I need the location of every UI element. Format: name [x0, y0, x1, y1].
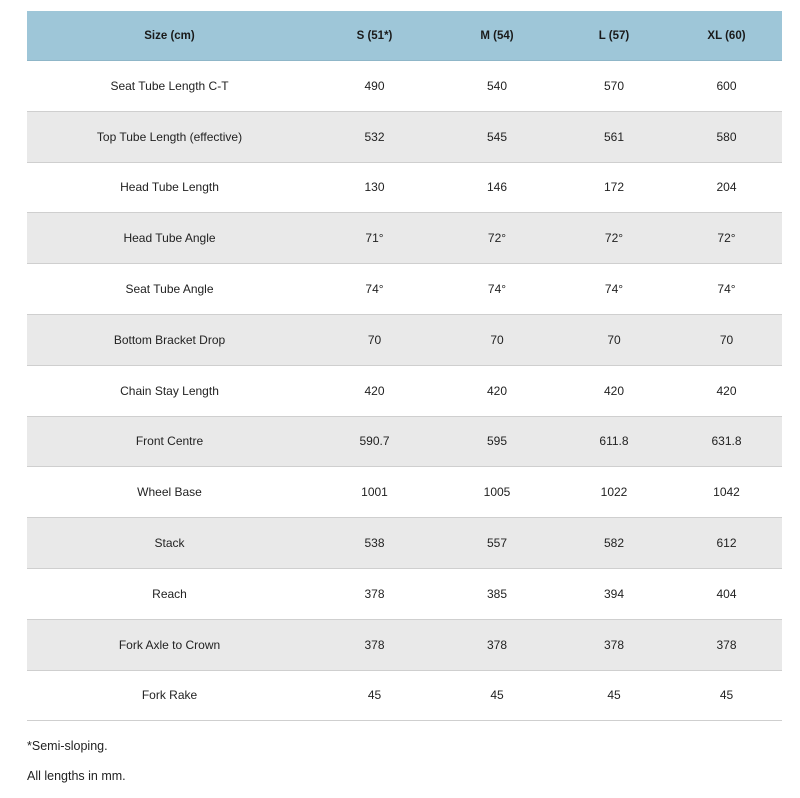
table-header-row — [27, 11, 782, 61]
value-size-s: 532 — [312, 111, 437, 162]
value-size-m: 557 — [437, 518, 557, 569]
value-size-l: 1022 — [557, 467, 671, 518]
measurement-label: Wheel Base — [27, 467, 312, 518]
value-size-xl: 1042 — [671, 467, 782, 518]
value-size-m: 545 — [437, 111, 557, 162]
footnote-units: All lengths in mm. — [27, 769, 126, 783]
measurement-label: Top Tube Length (effective) — [27, 111, 312, 162]
value-size-l: 70 — [557, 314, 671, 365]
value-size-s: 45 — [312, 670, 437, 721]
value-size-m: 385 — [437, 568, 557, 619]
header-size-m: M (54) — [437, 11, 557, 61]
value-size-s: 378 — [312, 619, 437, 670]
value-size-xl: 45 — [671, 670, 782, 721]
value-size-xl: 74° — [671, 264, 782, 315]
geometry-table-container — [27, 11, 782, 721]
header-size-l: L (57) — [557, 11, 671, 61]
value-size-xl: 580 — [671, 111, 782, 162]
measurement-label: Bottom Bracket Drop — [27, 314, 312, 365]
measurement-label: Seat Tube Angle — [27, 264, 312, 315]
value-size-l: 72° — [557, 213, 671, 264]
value-size-xl: 204 — [671, 162, 782, 213]
measurement-label: Stack — [27, 518, 312, 569]
value-size-l: 394 — [557, 568, 671, 619]
value-size-s: 130 — [312, 162, 437, 213]
value-size-m: 378 — [437, 619, 557, 670]
value-size-xl: 72° — [671, 213, 782, 264]
value-size-m: 72° — [437, 213, 557, 264]
value-size-s: 490 — [312, 61, 437, 112]
value-size-m: 1005 — [437, 467, 557, 518]
value-size-s: 420 — [312, 365, 437, 416]
value-size-l: 420 — [557, 365, 671, 416]
value-size-s: 590.7 — [312, 416, 437, 467]
measurement-label: Seat Tube Length C-T — [27, 61, 312, 112]
measurement-label: Fork Rake — [27, 670, 312, 721]
header-size-xl: XL (60) — [671, 11, 782, 61]
value-size-l: 582 — [557, 518, 671, 569]
value-size-l: 172 — [557, 162, 671, 213]
measurement-label: Head Tube Angle — [27, 213, 312, 264]
value-size-s: 1001 — [312, 467, 437, 518]
value-size-xl: 600 — [671, 61, 782, 112]
value-size-l: 611.8 — [557, 416, 671, 467]
value-size-s: 70 — [312, 314, 437, 365]
value-size-xl: 631.8 — [671, 416, 782, 467]
value-size-s: 538 — [312, 518, 437, 569]
value-size-m: 146 — [437, 162, 557, 213]
table-row — [27, 213, 782, 264]
table-row — [27, 568, 782, 619]
measurement-label: Chain Stay Length — [27, 365, 312, 416]
value-size-l: 74° — [557, 264, 671, 315]
value-size-xl: 612 — [671, 518, 782, 569]
table-row — [27, 467, 782, 518]
value-size-s: 74° — [312, 264, 437, 315]
table-row — [27, 518, 782, 569]
value-size-s: 378 — [312, 568, 437, 619]
table-row — [27, 314, 782, 365]
table-row — [27, 264, 782, 315]
value-size-l: 570 — [557, 61, 671, 112]
table-row — [27, 416, 782, 467]
value-size-m: 45 — [437, 670, 557, 721]
value-size-xl: 70 — [671, 314, 782, 365]
value-size-m: 70 — [437, 314, 557, 365]
value-size-s: 71° — [312, 213, 437, 264]
geometry-table — [27, 11, 782, 721]
table-row — [27, 61, 782, 112]
table-row — [27, 365, 782, 416]
value-size-xl: 378 — [671, 619, 782, 670]
value-size-m: 540 — [437, 61, 557, 112]
footnote-semi-sloping: *Semi-sloping. — [27, 739, 108, 753]
table-row — [27, 111, 782, 162]
value-size-xl: 404 — [671, 568, 782, 619]
table-row — [27, 619, 782, 670]
value-size-l: 378 — [557, 619, 671, 670]
header-size: Size (cm) — [27, 11, 312, 61]
measurement-label: Head Tube Length — [27, 162, 312, 213]
table-body — [27, 61, 782, 721]
value-size-l: 561 — [557, 111, 671, 162]
value-size-m: 595 — [437, 416, 557, 467]
value-size-m: 74° — [437, 264, 557, 315]
table-row — [27, 162, 782, 213]
value-size-xl: 420 — [671, 365, 782, 416]
measurement-label: Front Centre — [27, 416, 312, 467]
value-size-l: 45 — [557, 670, 671, 721]
measurement-label: Reach — [27, 568, 312, 619]
table-row — [27, 670, 782, 721]
value-size-m: 420 — [437, 365, 557, 416]
header-size-s: S (51*) — [312, 11, 437, 61]
footnotes — [27, 738, 126, 798]
measurement-label: Fork Axle to Crown — [27, 619, 312, 670]
